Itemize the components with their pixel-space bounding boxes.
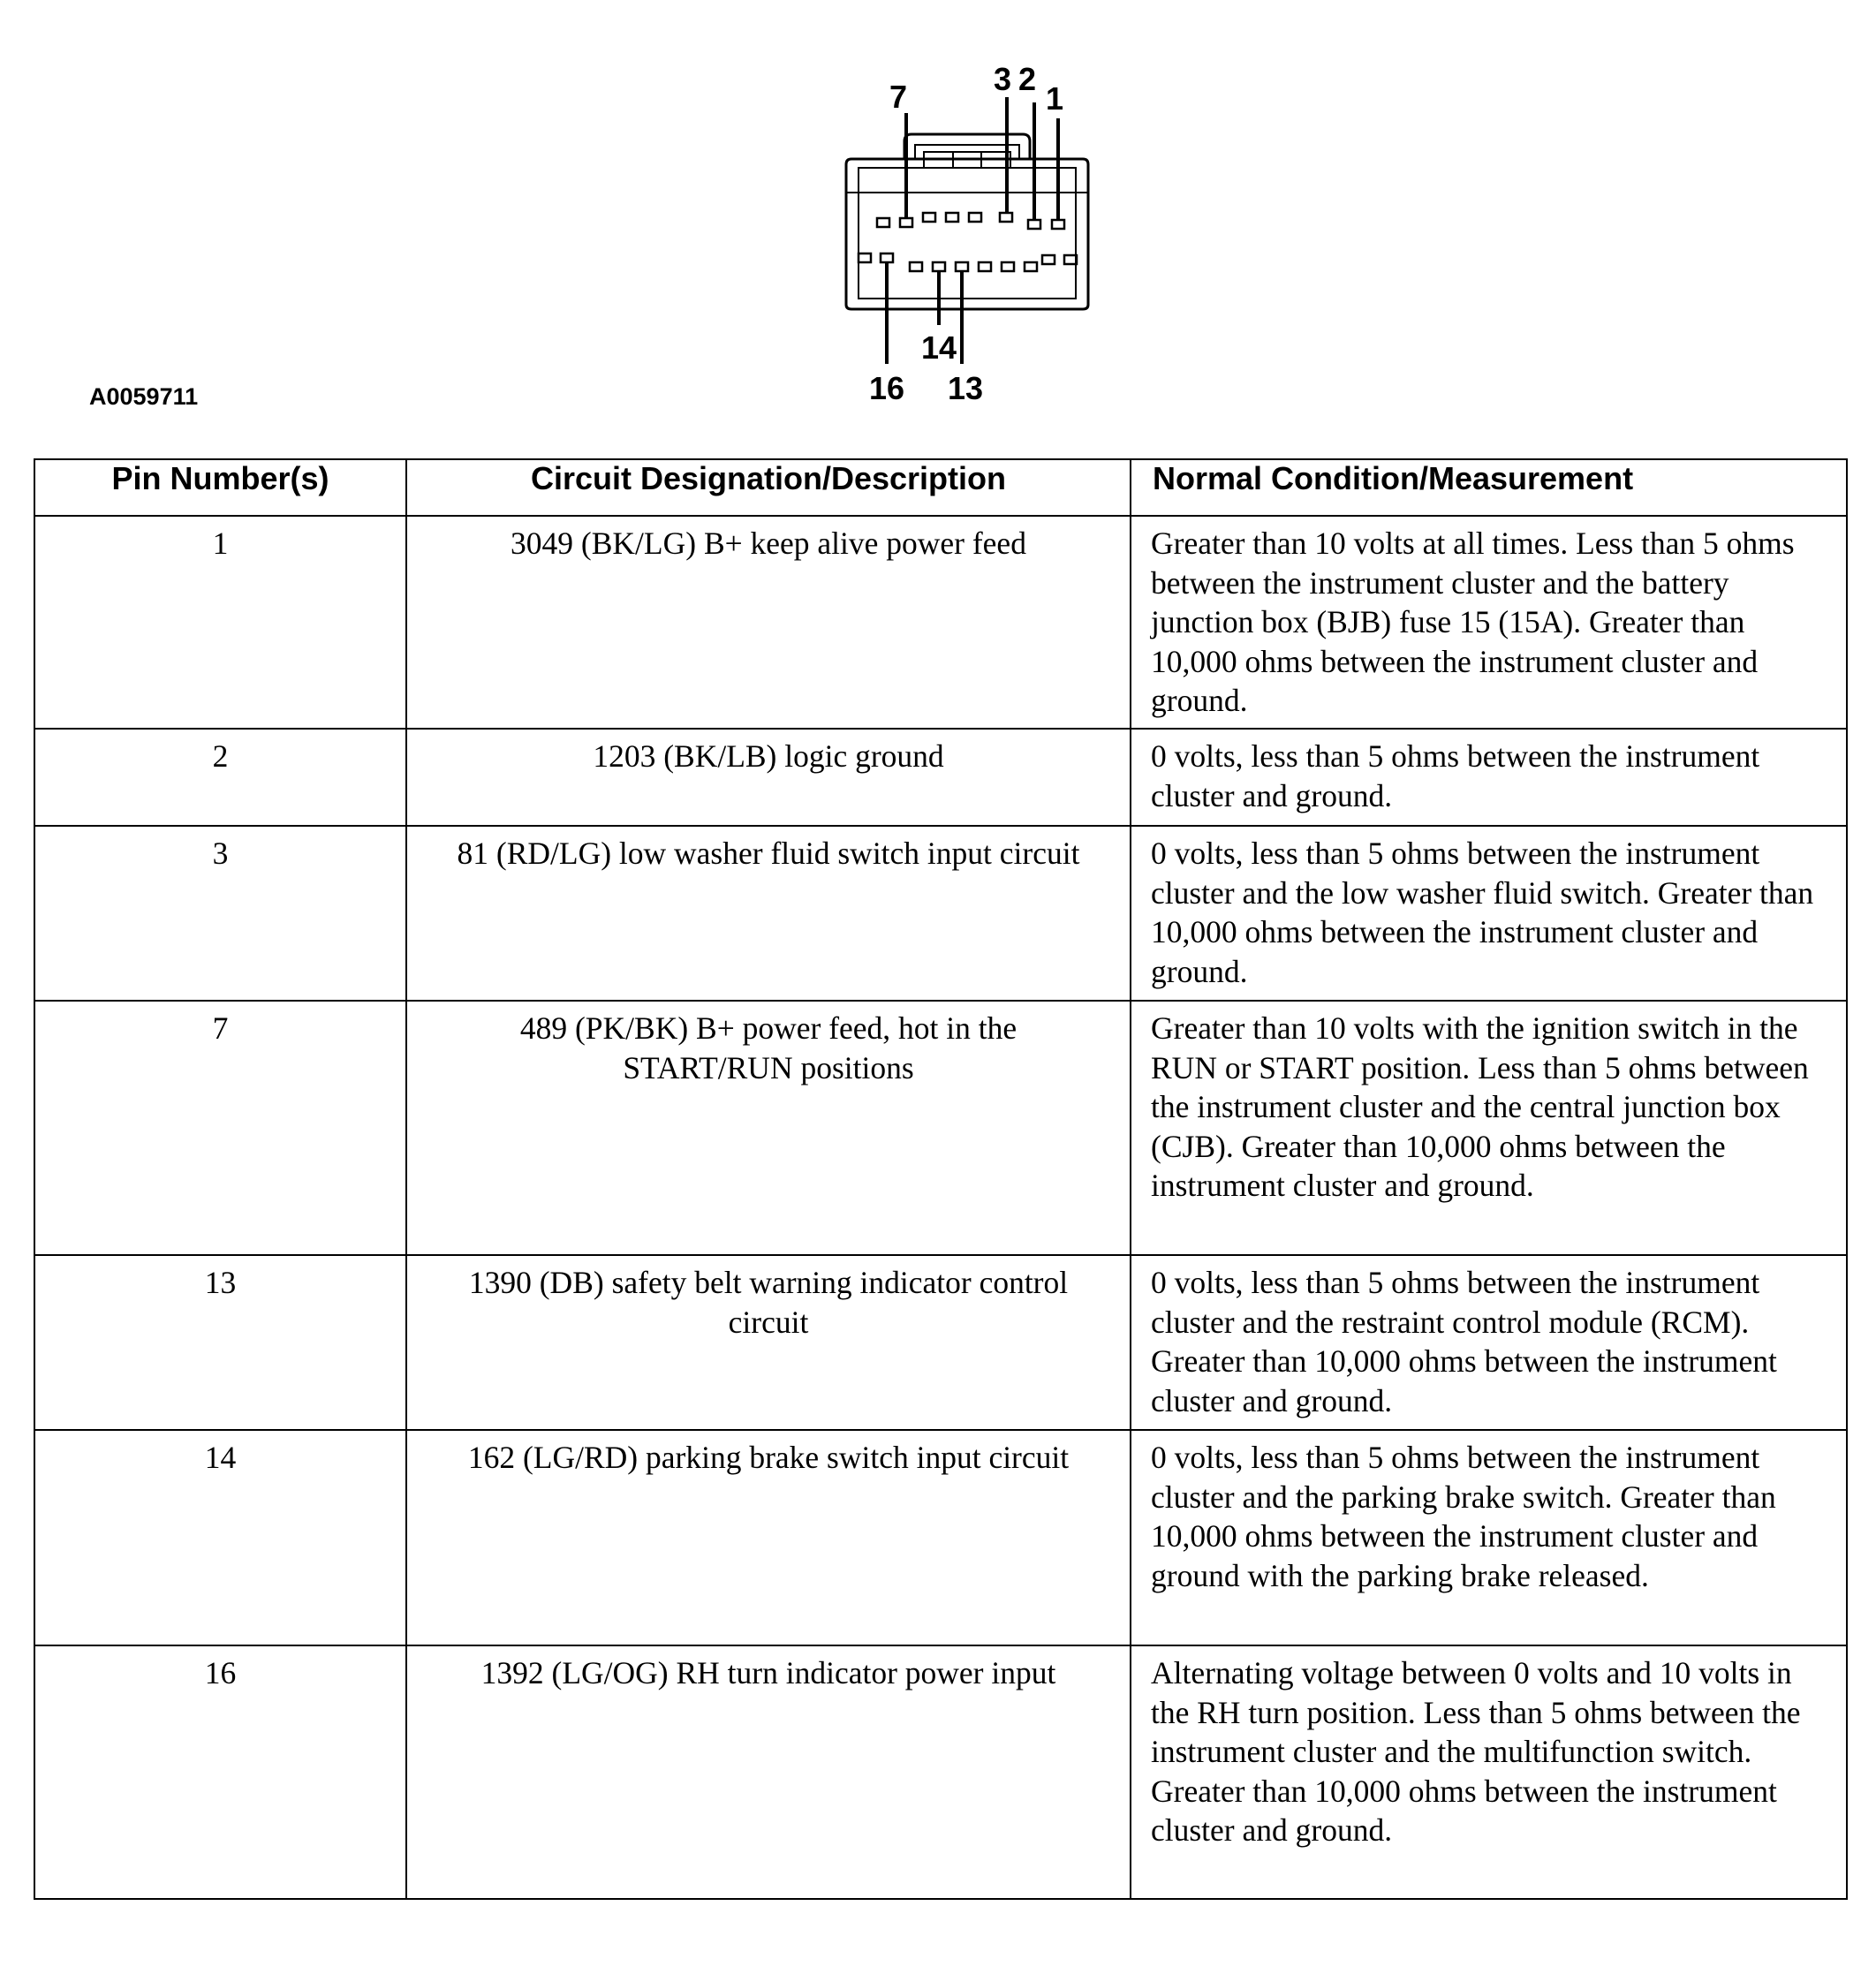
connector-diagram [0, 0, 1876, 442]
pin-label-16: 16 [869, 370, 905, 406]
pin-label-14: 14 [921, 329, 957, 366]
circuit-cell: 489 (PK/BK) B+ power feed, hot in the START/RUN positions [406, 1001, 1131, 1255]
pin-cell: 16 [34, 1645, 406, 1899]
table-header-row [34, 459, 1847, 516]
condition-cell: Greater than 10 volts with the ignition switch in the RUN or START position. Less than 5 ohms between the instrument cluster and the central junction box (CJB). Greater than 10,000 ohms between the instrument cluster and ground. [1131, 1001, 1847, 1255]
condition-cell: 0 volts, less than 5 ohms between the instrument cluster and ground. [1131, 729, 1847, 826]
pin-cell: 2 [34, 729, 406, 826]
condition-cell: 0 volts, less than 5 ohms between the instrument cluster and the restraint control module (RCM). Greater than 10,000 ohms between the instrument cluster and ground. [1131, 1255, 1847, 1430]
condition-cell: Greater than 10 volts at all times. Less than 5 ohms between the instrument cluster and the battery junction box (BJB) fuse 15 (15A). Greater than 10,000 ohms between the instrument cluster and ground. [1131, 516, 1847, 729]
table-row [34, 1430, 1847, 1645]
circuit-cell: 3049 (BK/LG) B+ keep alive power feed [406, 516, 1131, 729]
condition-cell: Alternating voltage between 0 volts and 10 volts in the RH turn position. Less than 5 ohms between the instrument cluster and the multifunction switch. Greater than 10,000 ohms between the instrument cluster and ground. [1131, 1645, 1847, 1899]
header-circuit: Circuit Designation/Description [406, 459, 1131, 516]
pin-leader-lines [887, 97, 1058, 364]
circuit-cell: 81 (RD/LG) low washer fluid switch input circuit [406, 826, 1131, 1001]
header-pin-number: Pin Number(s) [34, 459, 406, 516]
pin-label-7: 7 [889, 79, 908, 115]
pin-label-3: 3 [994, 61, 1012, 97]
header-condition: Normal Condition/Measurement [1131, 459, 1847, 516]
pin-cell: 14 [34, 1430, 406, 1645]
table-row [34, 516, 1847, 729]
pin-cell: 13 [34, 1255, 406, 1430]
table-row [34, 1645, 1847, 1899]
pin-label-13: 13 [948, 370, 984, 406]
pin-cell: 7 [34, 1001, 406, 1255]
figure-id: A0059711 [89, 383, 199, 410]
circuit-cell: 1390 (DB) safety belt warning indicator control circuit [406, 1255, 1131, 1430]
connector-inner-rim [859, 168, 1076, 299]
pin-cell: 3 [34, 826, 406, 1001]
pin-table [34, 458, 1848, 1900]
condition-cell: 0 volts, less than 5 ohms between the instrument cluster and the parking brake switch. Greater than 10,000 ohms between the instrument cluster and ground with the parking brake released. [1131, 1430, 1847, 1645]
bottom-cavities [859, 253, 1077, 271]
connector-figure [0, 0, 1876, 442]
condition-cell: 0 volts, less than 5 ohms between the instrument cluster and the low washer fluid switch. Greater than 10,000 ohms between the instrument cluster and ground. [1131, 826, 1847, 1001]
circuit-cell: 1203 (BK/LB) logic ground [406, 729, 1131, 826]
table-row [34, 1255, 1847, 1430]
table-row [34, 1001, 1847, 1255]
connector-body [846, 159, 1088, 309]
pin-label-1: 1 [1046, 80, 1064, 117]
table-row [34, 729, 1847, 826]
pin-cell: 1 [34, 516, 406, 729]
circuit-cell: 162 (LG/RD) parking brake switch input circuit [406, 1430, 1131, 1645]
table-row [34, 826, 1847, 1001]
circuit-cell: 1392 (LG/OG) RH turn indicator power input [406, 1645, 1131, 1899]
pin-label-2: 2 [1018, 61, 1037, 97]
